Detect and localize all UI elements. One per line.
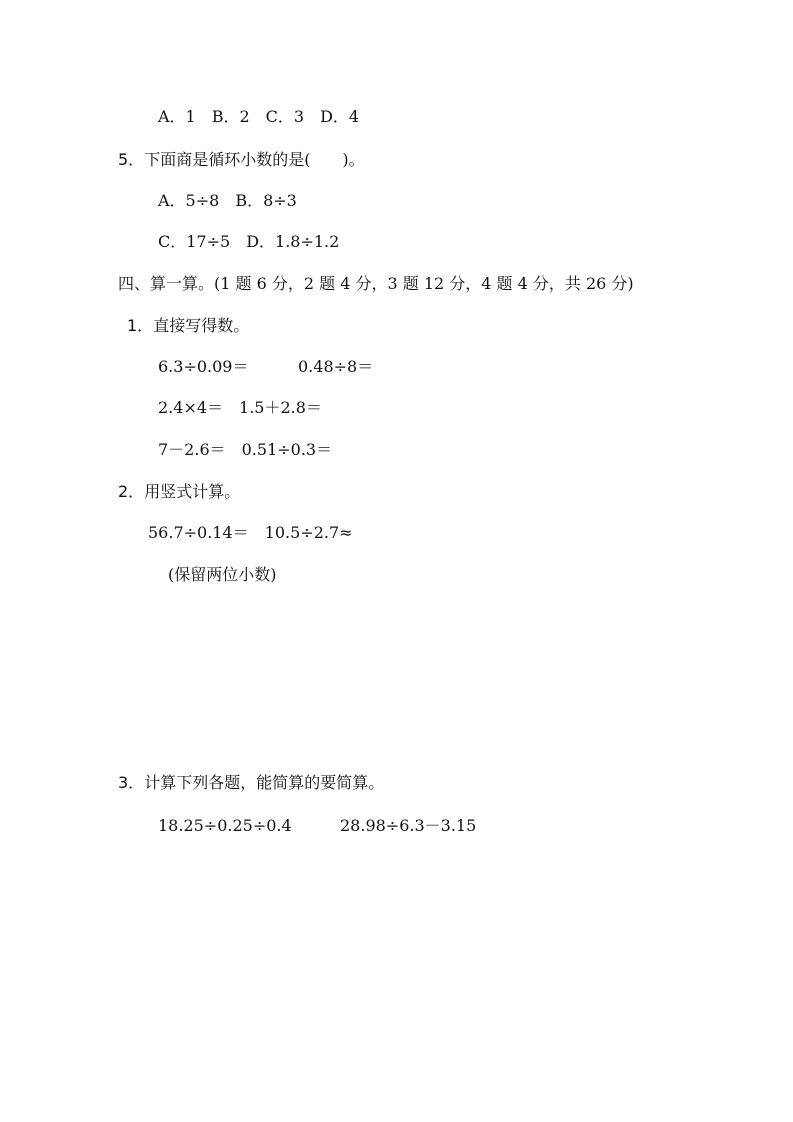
question-5-options-row1: A．5÷8 B．8÷3	[158, 191, 297, 210]
subquestion-2-number: 2．	[118, 482, 145, 501]
subquestion-3-expr-right: 28.98÷6.3－3.15	[340, 816, 477, 835]
subquestion-3	[118, 773, 384, 793]
subquestion-1-title: 直接写得数。	[153, 316, 250, 335]
subquestion-1-row3: 7－2.6＝ 0.51÷0.3＝	[158, 440, 333, 459]
question-5	[118, 150, 365, 170]
subquestion-2	[118, 482, 240, 502]
subquestion-1-row1-right: 0.48÷8＝	[298, 357, 374, 376]
section-4-heading: 四、算一算。(1 题 6 分，2 题 4 分，3 题 12 分，4 题 4 分，共 26 分)	[118, 274, 634, 293]
subquestion-3-title: 计算下列各题，能简算的要简算。	[144, 773, 385, 792]
subquestion-2-row1: 56.7÷0.14＝ 10.5÷2.7≈	[148, 523, 353, 542]
subquestion-1	[127, 316, 249, 336]
subquestion-1-row1-left: 6.3÷0.09＝	[158, 357, 249, 376]
question-5-stem: 下面商是循环小数的是( )。	[144, 150, 365, 169]
question-5-options-row2: C．17÷5 D．1.8÷1.2	[158, 232, 340, 251]
question-5-number: 5．	[118, 150, 145, 169]
subquestion-2-note: (保留两位小数)	[168, 565, 277, 584]
q4-options: A．1 B．2 C．3 D．4	[158, 107, 360, 126]
subquestion-2-title: 用竖式计算。	[144, 482, 241, 501]
subquestion-3-number: 3．	[118, 773, 145, 792]
subquestion-1-number: 1．	[127, 316, 154, 335]
subquestion-1-row2: 2.4×4＝ 1.5＋2.8＝	[158, 398, 322, 417]
subquestion-3-expr-left: 18.25÷0.25÷0.4	[158, 816, 292, 835]
